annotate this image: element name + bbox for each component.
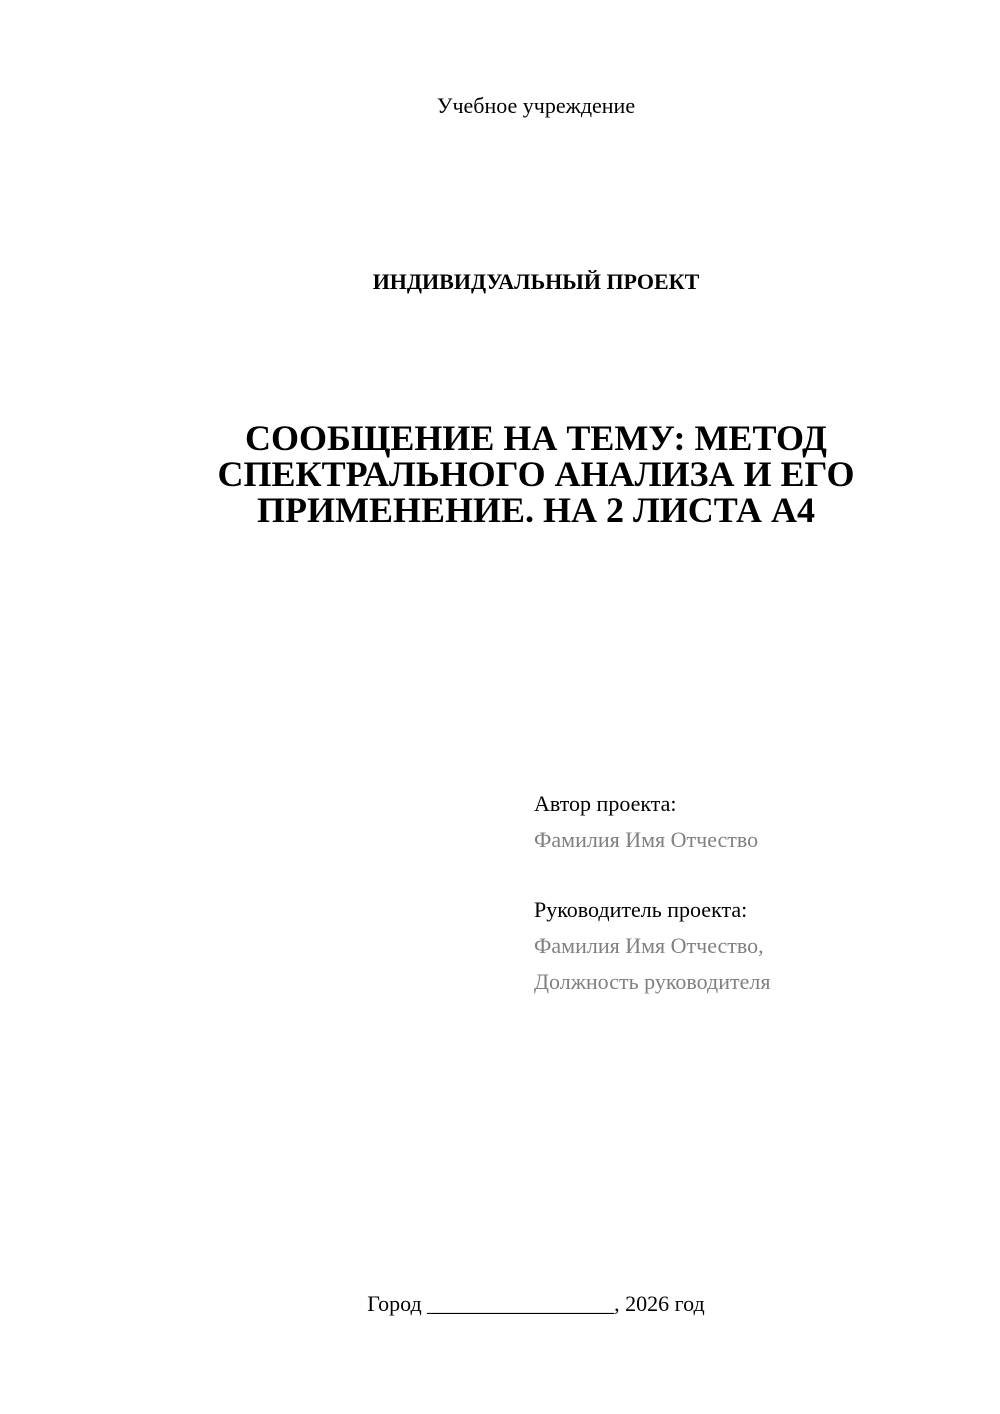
topic-title: СООБЩЕНИЕ НА ТЕМУ: МЕТОД СПЕКТРАЛЬНОГО АНАЛИЗА И ЕГО ПРИМЕНЕНИЕ. НА 2 ЛИСТА А4 [217,418,855,530]
author-name-placeholder: Фамилия Имя Отчество [534,827,759,852]
supervisor-label: Руководитель проекта: [534,897,748,922]
city-year-line: Город _________________, 2026 год [367,1291,705,1316]
institution-name: Учебное учреждение [436,93,636,118]
author-block [534,786,974,858]
supervisor-name-placeholder: Фамилия Имя Отчество, [534,933,764,958]
author-label: Автор проекта: [534,791,677,816]
supervisor-block [534,892,974,1000]
supervisor-position-placeholder: Должность руководителя [534,969,771,994]
project-type-heading: ИНДИВИДУАЛЬНЫЙ ПРОЕКТ [372,269,700,294]
